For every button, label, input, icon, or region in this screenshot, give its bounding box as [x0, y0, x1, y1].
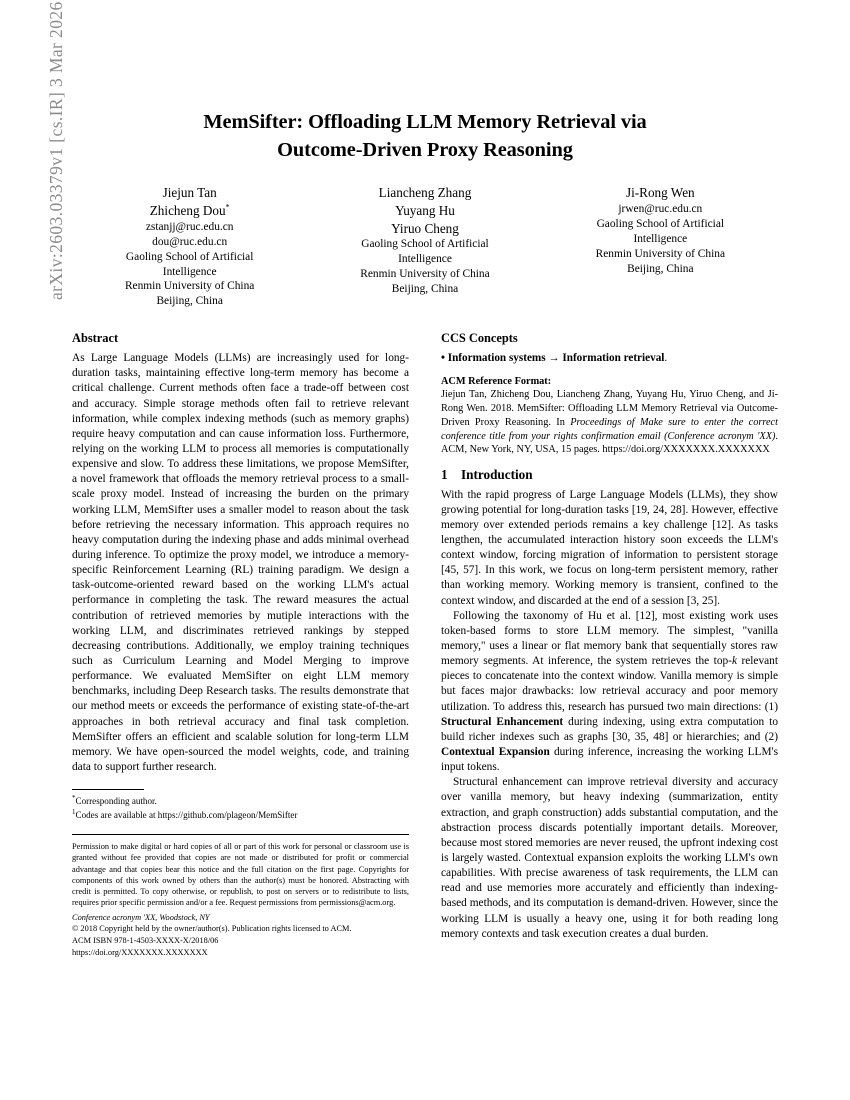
intro-p2-bold-2: Contextual Expansion — [441, 746, 550, 759]
abstract-heading: Abstract — [72, 331, 119, 346]
author-name: Ji-Rong Wen — [625, 185, 695, 201]
acm-reference-part1: Jiejun Tan, Zhicheng Dou, Liancheng Zhang, Yuyang Hu, Yiruo Cheng, and Ji-Rong Wen. 2018. MemSifter: Offloading LLM Memory Retrieval via Outcome-Driven Proxy Reasoning. In — [441, 389, 778, 428]
footnote-rule — [72, 789, 144, 790]
author-email[interactable]: zstanjj@ruc.edu.cn — [145, 220, 234, 233]
author-group-2 — [307, 184, 542, 309]
acm-reference-text — [441, 388, 778, 457]
author-name-text: Zhicheng Dou — [149, 203, 226, 218]
intro-p2-k: k — [731, 655, 737, 668]
intro-p2-d: during inference, increasing the working LLM's input tokens. — [441, 746, 778, 774]
abstract-text: As Large Language Models (LLMs) are increasingly used for long-duration tasks, maintaining effective long-term memory has become a critical challenge. Current methods often face a trade-off between cost and accuracy. Simple storage methods often fail to retrieve relevant information, while complex indexing methods (such as memory graphs) require heavy computation and can cause information loss. Furthermore, relying on the working LLM to process all memories is computationally expensive and slow. To address these limitations, we propose MemSifter, a novel framework that offloads the memory retrieval process to a small-scale proxy model. Instead of increasing the burden on the primary working LLM, MemSifter uses a smaller model to reason about the task before retrieving the necessary information. This approach requires no heavy computation during the indexing phase and adds minimal overhead during inference. To optimize the proxy model, we introduce a memory-specific Reinforcement Learning (RL) training paradigm. We design a task-outcome-oriented reward based on the working LLM's actual performance in completing the task. The reward measures the actual contribution of retrieved memories by mutiple interactions with the working LLM, and discriminates retrieved rankings by stepped decreasing contributions. Additionally, we employ training techniques such as Curriculum Learning and Model Merging to improve performance. We evaluated MemSifter on eight LLM memory benchmarks, including Deep Research tasks. The results demonstrate that our method meets or exceeds the performance of existing state-of-the-art approaches in both retrieval accuracy and final task completion. MemSifter offers an efficient and scalable solution for long-term LLM memory. We have open-sourced the model weights, code, and training data to support further research. — [72, 352, 409, 773]
corresponding-marker: * — [225, 202, 230, 212]
page-title — [145, 108, 705, 164]
intro-p2-c: during indexing, using extra computation to build richer indexes such as graphs [30, 35, 48] or hierarchies; and (2) — [441, 715, 778, 743]
author-affiliation: Intelligence — [633, 232, 688, 245]
intro-paragraph-3: Structural enhancement can improve retrieval diversity and accuracy over vanilla memory, but heavy indexing (summarization, entity extraction, and graph construction) adds substantial computation, and the abstraction process discards potentially important details. Moreover, because most stored memories are never reused, the upfront indexing cost is largely wasted. Contextual expansion exploits the working LLM's own capabilities. With precise awareness of task requirements, the LLM can read and use memories more accurately and efficiently than indexing-based methods, and its computation is demand-driven. However, since the working LLM is usually a heavy one, using it for both reading long memory contexts and task execution creates a dual burden. — [441, 776, 778, 940]
author-affiliation: Gaoling School of Artificial — [596, 217, 725, 230]
footnote-marker: 1 — [72, 808, 76, 817]
permission-conference: Conference acronym 'XX, Woodstock, NY — [72, 912, 210, 922]
author-affiliation: Intelligence — [398, 253, 452, 266]
author-affiliation: Renmin University of China — [124, 280, 255, 293]
author-affiliation: Beijing, China — [627, 262, 694, 275]
acm-reference-part2: . ACM, New York, NY, USA, 15 pages. https://doi.org/XXXXXXX.XXXXXXX — [441, 430, 778, 456]
ccs-concept-text: Information systems → Information retrieval — [447, 352, 665, 365]
author-affiliation: Beijing, China — [391, 283, 459, 296]
author-name — [78, 202, 301, 220]
author-name: Liancheng Zhang — [378, 185, 472, 201]
acm-reference-italic: Proceedings of Make sure to enter the correct conference title from your rights confirmation email (Conference acronym 'XX) — [441, 416, 778, 442]
section-heading-introduction — [441, 467, 778, 484]
intro-p2-a: Following the taxonomy of Hu et al. [12], most existing work uses token-based forms to store LLM memory. The simplest, "vanilla memory," uses a linear or flat memory bank that sequentially stores raw memory segments. At inference, the system retrieves the top- — [441, 609, 778, 668]
intro-paragraph-1: With the rapid progress of Large Language Models (LLMs), they show growing potential for long-duration tasks [19, 24, 28]. However, effective memory over extended periods remains a key challenge [12]. As tasks lengthen, the accumulated interaction history soon exceeds the LLM's context window, forcing migration of information to persistent storage [45, 57]. In this work, we focus on long-term persistent memory, rather than working memory. Working memory is transient, confined to the context window, and discarded at the end of a session [3, 25]. — [441, 488, 778, 607]
ccs-concept-item — [441, 351, 778, 366]
author-affiliation: Renmin University of China — [360, 268, 490, 281]
column-left — [72, 331, 409, 959]
permission-copyright: © 2018 Copyright held by the owner/author(s). Publication rights licensed to ACM. — [72, 924, 352, 934]
intro-p2-bold-1: Structural Enhancement — [441, 715, 564, 728]
permission-isbn: ACM ISBN 978-1-4503-XXXX-X/2018/06 — [72, 936, 219, 945]
footnote-corresponding — [72, 794, 409, 808]
permission-doi[interactable]: https://doi.org/XXXXXXX.XXXXXXX — [72, 947, 208, 957]
footnote-codes-text[interactable]: Codes are available at https://github.com/plageon/MemSifter — [75, 810, 298, 821]
footnote-codes — [72, 808, 409, 822]
author-affiliation: Intelligence — [162, 265, 217, 278]
column-right — [441, 331, 778, 959]
author-name: Yiruo Cheng — [391, 220, 459, 236]
author-affiliation: Gaoling School of Artificial — [361, 238, 489, 251]
ccs-concept-tail: . — [664, 352, 668, 365]
paper-page — [72, 0, 778, 1100]
author-email[interactable]: dou@ruc.edu.cn — [152, 235, 228, 248]
arxiv-stamp: arXiv:2603.03379v1 [cs.IR] 3 Mar 2026 — [46, 1, 66, 300]
section-number: 1 — [441, 467, 448, 483]
column-gutter — [409, 331, 441, 959]
ccs-concepts-heading: CCS Concepts — [441, 331, 518, 346]
author-affiliation: Gaoling School of Artificial — [125, 250, 254, 263]
section-title: Introduction — [461, 467, 533, 483]
title-line-1: MemSifter: Offloading LLM Memory Retrieval via — [203, 111, 647, 133]
acm-reference-label: ACM Reference Format: — [441, 376, 552, 388]
author-block — [72, 184, 778, 309]
title-block — [72, 0, 778, 164]
footnote-marker: * — [72, 794, 76, 803]
footnote-block — [72, 789, 409, 959]
bullet-icon: • — [441, 352, 445, 365]
author-affiliation: Beijing, China — [156, 295, 223, 308]
intro-paragraph-2 — [441, 609, 778, 776]
intro-p2-b: relevant pieces to concatenate into the context window. Vanilla memory is simple but faces major drawbacks: low retrieval accuracy and poor memory utilization. To address this, research has pursued two main directions: (1) — [441, 655, 778, 713]
author-email[interactable]: jrwen@ruc.edu.cn — [618, 203, 703, 215]
author-affiliation: Renmin University of China — [595, 247, 726, 260]
author-name: Yuyang Hu — [395, 203, 455, 218]
author-group-1 — [72, 184, 307, 309]
permission-rule — [72, 834, 409, 835]
permission-text: Permission to make digital or hard copies of all or part of this work for personal or classroom use is granted without fee provided that copies are not made or distributed for profit or commercial advantage and that copies bear this notice and the full citation on the first page. Copyrights for components of this work owned by others than the author(s) must be honored. Abstracting with credit is permitted. To copy otherwise, or republish, to post on servers or to redistribute to lists, requires prior specific permission and/or a fee. Request permissions from permissions@acm.org. — [72, 842, 409, 908]
author-group-3 — [543, 184, 778, 309]
author-name: Jiejun Tan — [162, 185, 217, 201]
footnote-corresponding-text: Corresponding author. — [75, 796, 157, 807]
title-line-2: Outcome-Driven Proxy Reasoning — [277, 139, 573, 162]
two-column-body — [72, 331, 778, 959]
